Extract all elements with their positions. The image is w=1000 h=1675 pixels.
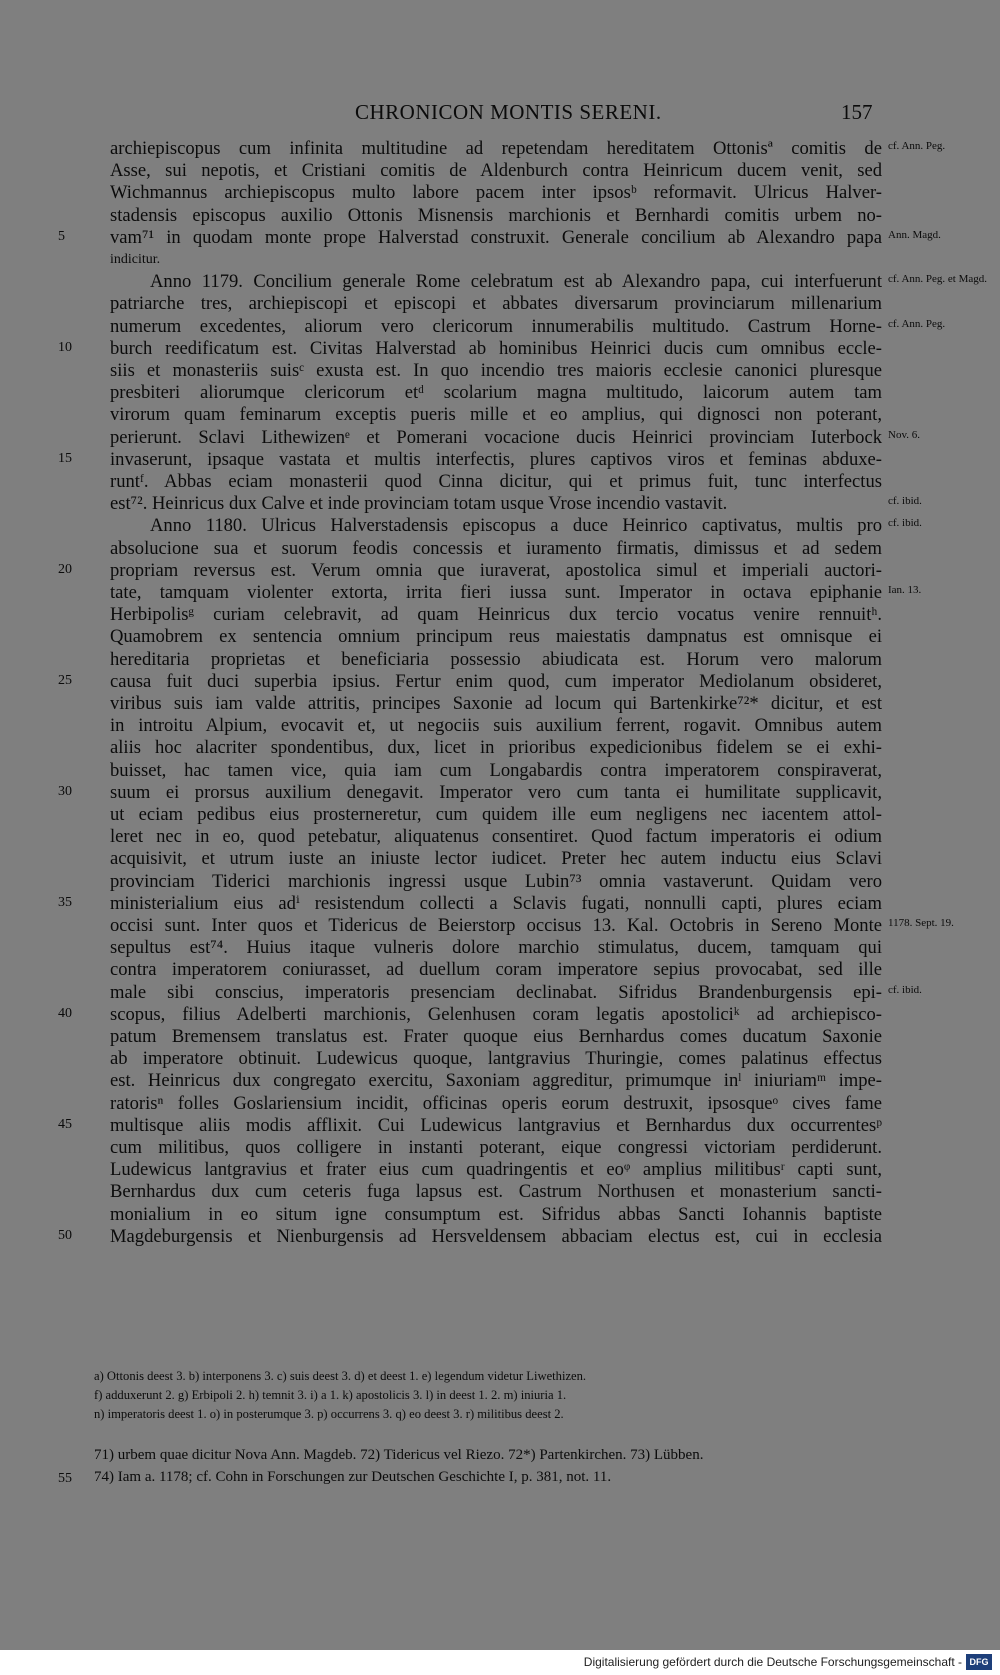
line-text: virorum quam feminarum exceptis pueris mille et eo amplius, qui dignosci non poterant, xyxy=(110,404,882,426)
line-number: 15 xyxy=(58,450,72,466)
line-number: 20 xyxy=(58,561,72,577)
line-text: Ludewicus lantgravius et frater eius cum quadringentis et eoᵠ amplius militibusʳ capti sunt, xyxy=(110,1159,882,1181)
text-line xyxy=(0,870,1000,894)
line-text: stadensis episcopus auxilio Ottonis Misnensis marchionis et Bernhardi comitis urbem no- xyxy=(110,204,882,226)
line-number: 45 xyxy=(58,1116,72,1132)
margin-note: cf. ibid. xyxy=(888,495,922,508)
digitization-footer xyxy=(0,1650,1000,1675)
text-line xyxy=(0,248,1000,272)
text-line xyxy=(0,270,1000,294)
line-text: est⁷². Heinricus dux Calve et inde provinciam totam usque Vrose incendio vastavit. xyxy=(110,493,728,515)
line-number: 55 xyxy=(58,1471,72,1486)
line-text: monialium in eo situm igne consumptum est. Sifridus abbas Sancti Iohannis baptiste xyxy=(110,1203,882,1225)
line-text: Wichmannus archiepiscopus multo labore pacem inter ipsosᵇ reformavit. Ulricus Halver- xyxy=(110,182,882,204)
text-line xyxy=(0,781,1000,805)
line-text: provinciam Tiderici marchionis ingressi usque Lubin⁷³ omnia vastaverunt. Quidam vero xyxy=(110,870,882,892)
dfg-logo-icon[interactable]: DFG xyxy=(966,1654,992,1670)
line-text: viribus suis iam valde attritis, principes Saxonie ad locum qui Bartenkirke⁷²* dicitur, et est xyxy=(110,693,882,714)
line-text: Herbipolisᵍ curiam celebravit, ad quam Heinricus dux tercio vocatus venire rennuitʰ. xyxy=(110,604,882,626)
footnote-line: a) Ottonis deest 3. b) interponens 3. c) suis deest 3. d) et deest 1. e) legendum videtur Liwethizen. xyxy=(94,1369,587,1383)
line-number: 35 xyxy=(58,894,72,910)
text-line xyxy=(0,226,1000,250)
line-text: runtᶠ. Abbas eciam monasterii quod Cinna dicitur, qui et primus fuit, tunc interfectus xyxy=(110,471,882,492)
line-text: Anno 1179. Concilium generale Rome celebratum est ab Alexandro papa, cui interfuerunt xyxy=(150,271,882,293)
text-line xyxy=(0,603,1000,627)
running-title: CHRONICON MONTIS SERENI. xyxy=(355,100,662,124)
text-line xyxy=(0,514,1000,538)
line-number: 40 xyxy=(58,1005,72,1021)
text-line xyxy=(0,847,1000,871)
page-header xyxy=(0,100,1000,130)
line-text: contra imperatorem coniurasset, ad duellum coram imperatore sepius provocabat, sed ille xyxy=(110,959,882,981)
text-line xyxy=(0,1003,1000,1027)
note-line: 71) urbem quae dicitur Nova Ann. Magdeb. 72) Tidericus vel Riezo. 72*) Partenkirchen. 73) Lübben. xyxy=(94,1447,704,1463)
margin-note: cf. ibid. xyxy=(888,983,922,996)
margin-note: cf. Ann. Peg. xyxy=(888,140,946,152)
text-line xyxy=(0,492,1000,516)
margin-note: Ian. 13. xyxy=(888,584,922,596)
text-line xyxy=(0,692,1000,716)
line-text: Anno 1180. Ulricus Halverstadensis episcopus a duce Heinrico captivatus, multis pro xyxy=(150,515,882,537)
text-line xyxy=(0,1203,1000,1227)
text-line xyxy=(0,759,1000,783)
text-line xyxy=(0,648,1000,672)
line-text: ab imperatore obtinuit. Ludewicus quoque, lantgravius Thuringie, comes palatinus effectus xyxy=(110,1048,882,1070)
text-line xyxy=(0,1047,1000,1071)
line-text: patriarche tres, archiepiscopi et episcopi et abbates diversarum provinciarum millenarium xyxy=(110,293,882,315)
text-line xyxy=(0,159,1000,183)
line-text: absolucione sua et suorum feodis concessis et iuramento firmatis, dimissus et ad sedem xyxy=(110,537,882,559)
line-text: Asse, sui nepotis, et Cristiani comitis de Aldenburch contra Heinricum ducem venit, sed xyxy=(110,160,882,182)
line-text: acquisivit, et utrum iuste an iniuste lector iudicet. Preter hec autem inductu eius Sclavi xyxy=(110,848,882,870)
text-line xyxy=(0,670,1000,694)
line-text: patum Bremensem translatus est. Frater quoque eius Bernhardus comes ducatum Saxonie xyxy=(110,1026,882,1047)
page-number: 157 xyxy=(841,100,873,124)
text-line xyxy=(0,204,1000,228)
line-number: 50 xyxy=(58,1227,72,1243)
line-text: ministerialium eius adⁱ resistendum collecti a Sclavis fugati, nonnulli capti, plures eciam xyxy=(110,892,882,914)
text-line xyxy=(0,181,1000,205)
text-line xyxy=(0,403,1000,427)
line-text: burch reedificatum est. Civitas Halverstad ab hominibus Heinrici ducis cum omnibus eccle- xyxy=(110,337,882,359)
line-text: propriam reversus est. Verum omnia que iuraverat, apostolica simul et imperiali auctori- xyxy=(110,559,882,581)
text-line xyxy=(0,1114,1000,1138)
text-line xyxy=(0,1069,1000,1093)
line-text: siis et monasteriis suisᶜ exusta est. In quo incendio tres maioris ecclesie canonici pluresque xyxy=(110,360,882,381)
text-line xyxy=(0,714,1000,738)
text-line xyxy=(0,936,1000,960)
line-number: 5 xyxy=(58,228,65,244)
text-line xyxy=(0,914,1000,938)
text-line xyxy=(0,1225,1000,1249)
line-text: scopus, filius Adelberti marchionis, Gelenhusen coram legatis apostoliciᵏ ad archiepisco- xyxy=(110,1003,882,1025)
text-line xyxy=(0,537,1000,561)
line-text: Magdeburgensis et Nienburgensis ad Hersveldensem abbaciam electus est, cui in ecclesia xyxy=(110,1225,882,1247)
line-text: multisque aliis modis afflixit. Cui Ludewicus lantgravius et Bernhardus dux occurrentesᵖ xyxy=(110,1114,882,1136)
line-text: occisi sunt. Inter quos et Tidericus de Beierstorp occisus 13. Kal. Octobris in Sereno Monte xyxy=(110,915,882,936)
text-line xyxy=(0,625,1000,649)
text-line xyxy=(0,1025,1000,1049)
text-line xyxy=(0,892,1000,916)
line-text: invaserunt, ipsaque vastata et multis interfectis, plures captivos viros et feminas abduxe- xyxy=(110,448,882,470)
margin-note: Nov. 6. xyxy=(888,428,920,441)
line-text: presbiteri aliorumque clericorum etᵈ scolarium magna multitudo, laicorum autem tam xyxy=(110,382,882,404)
line-text: causa fuit duci superbia ipsius. Fertur enim quod, cum imperator Mediolanum obsideret, xyxy=(110,670,882,692)
line-text: indicitur. xyxy=(110,252,161,267)
line-text: tate, tamquam violenter extorta, irrita fieri iussa sunt. Imperator in octava epiphanie xyxy=(110,582,882,603)
margin-note: cf. Ann. Peg. et Magd. xyxy=(888,273,987,286)
line-text: cum militibus, quos colligere in instanti poterant, eique congressi victoriam perdiderunt. xyxy=(110,1137,882,1158)
text-line xyxy=(0,426,1000,450)
text-line xyxy=(0,381,1000,405)
text-line xyxy=(0,803,1000,827)
line-text: in introitu Alpium, evocavit et, ut negociis suis auxilium ferrent, rogavit. Omnibus autem xyxy=(110,715,882,737)
line-text: sepultus est⁷⁴. Huius itaque vulneris dolore marchio stimulatus, ducem, tamquam qui xyxy=(110,937,882,959)
text-line xyxy=(0,448,1000,472)
text-line xyxy=(0,559,1000,583)
line-text: suum ei prorsus auxilium denegavit. Imperator vero cum tanta ei humilitate supplicavit, xyxy=(110,781,882,803)
footnote-line: f) adduxerunt 2. g) Erbipoli 2. h) temnit 3. i) a 1. k) apostolicis 3. l) in deest 1. 2. m) iniuria 1. xyxy=(94,1388,567,1402)
line-text: buisset, hac tamen vice, quia iam cum Longabardis contra imperatorem conspiraverat, xyxy=(110,759,882,781)
text-line xyxy=(0,292,1000,316)
text-line xyxy=(0,1180,1000,1204)
text-line xyxy=(0,1092,1000,1116)
funding-credit: Digitalisierung gefördert durch die Deutsche Forschungsgemeinschaft - xyxy=(583,1655,962,1669)
line-text: hereditaria proprietas et beneficiaria possessio abiudicata est. Horum vero malorum xyxy=(110,648,882,670)
text-line xyxy=(0,137,1000,161)
line-text: ratorisⁿ folles Goslariensium incidit, officinas operis eorum destruxit, ipsosqueᵒ cives fame xyxy=(110,1092,882,1114)
line-text: perierunt. Sclavi Lithewizenᵉ et Pomerani vocacione ducis Heinrici provinciam Iuterbock xyxy=(110,426,882,448)
margin-note: Ann. Magd. xyxy=(888,228,941,241)
line-number: 25 xyxy=(58,672,72,688)
line-text: est. Heinricus dux congregato exercitu, Saxoniam aggreditur, primumque inˡ iniuriamᵐ impe- xyxy=(110,1070,882,1092)
line-text: numerum excedentes, aliorum vero clericorum innumerabilis multitudo. Castrum Horne- xyxy=(110,315,882,337)
text-line xyxy=(0,359,1000,383)
line-text: aliis hoc alacriter spondentibus, dux, licet in prioribus expedicionibus fidelem se ei exhi- xyxy=(110,737,882,759)
line-text: vam⁷¹ in quodam monte prope Halverstad construxit. Generale concilium ab Alexandro papa xyxy=(110,226,882,248)
text-line xyxy=(0,337,1000,361)
line-number: 30 xyxy=(58,783,72,799)
margin-note: 1178. Sept. 19. xyxy=(888,917,954,929)
line-number: 10 xyxy=(58,339,72,355)
text-line xyxy=(0,1158,1000,1182)
line-text: Bernhardus dux cum ceteris fuga lapsus est. Castrum Northusen et monasterium sancti- xyxy=(110,1181,882,1203)
text-line xyxy=(0,1136,1000,1160)
line-text: Quamobrem ex sentencia omnium principum reus maiestatis dampnatus est omnisque ei xyxy=(110,626,882,648)
line-text: leret nec in eo, quod petebatur, aliquatenus consentiret. Quod factum imperatoris ei odium xyxy=(110,826,882,848)
line-text: male sibi conscius, imperatoris presenciam declinabat. Sifridus Brandenburgensis epi- xyxy=(110,981,882,1003)
footnote-line: n) imperatoris deest 1. o) in posterumque 3. p) occurrens 3. q) eo deest 3. r) militibus deest 2. xyxy=(94,1407,564,1421)
text-line xyxy=(0,470,1000,494)
margin-note: cf. Ann. Peg. xyxy=(888,317,946,330)
line-text: ut eciam pedibus eius prosterneretur, cum quidem ille eum negligens nec iacentem attol- xyxy=(110,804,882,825)
text-line xyxy=(0,315,1000,339)
text-line xyxy=(0,736,1000,760)
margin-note: cf. ibid. xyxy=(888,517,922,530)
text-line xyxy=(0,981,1000,1005)
text-line xyxy=(0,958,1000,982)
line-text: archiepiscopus cum infinita multitudine ad repetendam hereditatem Ottonisª comitis de xyxy=(110,138,882,159)
text-line xyxy=(0,825,1000,849)
text-line xyxy=(0,581,1000,605)
note-line: 74) Iam a. 1178; cf. Cohn in Forschungen zur Deutschen Geschichte I, p. 381, not. 11. xyxy=(94,1469,612,1485)
